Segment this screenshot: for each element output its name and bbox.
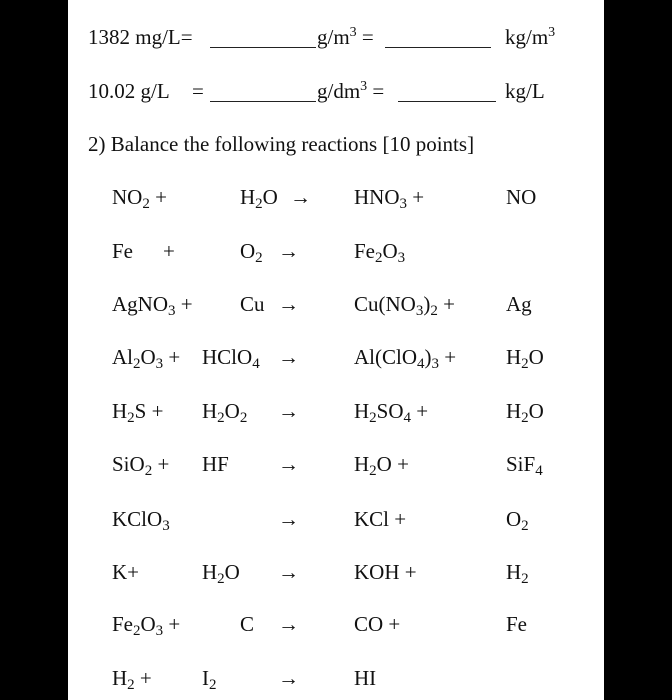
reaction-1-arrow: → (290, 185, 311, 209)
reaction-7-product-2: $O_2$ (506, 507, 529, 534)
reaction-8-reactant-1: K+ (112, 560, 140, 584)
reaction-5-product-2: $H_2O$ (506, 399, 544, 426)
conversion-2-equals: = (192, 79, 204, 103)
reaction-5-reactant-1: $H_2S$ + (112, 399, 164, 426)
reaction-4-arrow: → (278, 345, 299, 369)
conversion-2-value: 10.02 g/L (88, 79, 170, 103)
reaction-9-product-2: Fe (506, 612, 527, 636)
reaction-1-reactant-2: $H_2O$ (240, 185, 278, 212)
worksheet-page (68, 0, 604, 700)
reaction-8-reactant-2: $H_2O$ (202, 560, 240, 587)
reaction-4-product-1: $Al(ClO_4)_3$ + (354, 345, 457, 372)
reaction-5-product-1: $H_2SO_4$ + (354, 399, 429, 426)
reaction-4-reactant-2: HClO$_4$ (202, 345, 260, 372)
reaction-9-arrow: → (278, 612, 299, 636)
reaction-7-product-1: KCl + (354, 507, 407, 531)
conversion-1-value: 1382 mg/L= (88, 25, 193, 49)
reaction-2-reactant-2: $O_2$ (240, 239, 263, 266)
reaction-10-reactant-2: $I_2$ (202, 666, 217, 693)
reaction-10-reactant-1: $H_2$ + (112, 666, 152, 693)
conversion-2-blank-2[interactable] (398, 101, 496, 102)
reaction-6-arrow: → (278, 452, 299, 476)
reaction-10-arrow: → (278, 666, 299, 690)
reaction-7-arrow: → (278, 507, 299, 531)
reaction-9-product-1: CO + (354, 612, 401, 636)
reaction-4-product-2: $H_2O$ (506, 345, 544, 372)
conversion-1-unit-2: $kg/m^3$ (505, 25, 556, 49)
conversion-2-unit-1: $g/dm^3$ = (317, 79, 385, 103)
conversion-1-blank-1[interactable] (210, 47, 316, 48)
conversion-1-unit-1: $g/m^3$ = (317, 25, 374, 49)
reaction-3-reactant-1: AgNO$_3$ + (112, 292, 193, 319)
reaction-5-reactant-2: $H_2O_2$ (202, 399, 248, 426)
reaction-9-reactant-2: C (240, 612, 255, 636)
reaction-8-product-2: $H_2$ (506, 560, 529, 587)
reaction-1-product-1: $HNO_3$ + (354, 185, 425, 212)
reaction-9-reactant-1: $Fe_2O_3$ + (112, 612, 181, 639)
reaction-7-reactant-1: KClO$_3$ (112, 507, 170, 534)
reaction-6-product-1: $H_2O$ + (354, 452, 409, 479)
reaction-10-product-1: HI (354, 666, 377, 690)
reaction-3-product-2: Ag (506, 292, 532, 316)
reaction-3-reactant-2: Cu (240, 292, 265, 316)
reaction-2-plus: + (163, 239, 175, 263)
reaction-1-product-2: NO (506, 185, 537, 209)
reaction-6-reactant-1: SiO$_2$ + (112, 452, 170, 479)
reaction-2-arrow: → (278, 239, 299, 263)
reaction-2-product-1: $Fe_2O_3$ (354, 239, 406, 266)
reaction-3-product-1: $Cu(NO_3)_2$ + (354, 292, 455, 319)
reaction-6-product-2: SiF$_4$ (506, 452, 543, 479)
reaction-3-arrow: → (278, 292, 299, 316)
reaction-4-reactant-1: $Al_2O_3$ + (112, 345, 181, 372)
reaction-5-arrow: → (278, 399, 299, 423)
conversion-2-blank-1[interactable] (210, 101, 316, 102)
reaction-6-reactant-2: HF (202, 452, 229, 476)
conversion-1-blank-2[interactable] (385, 47, 491, 48)
section-title: 2) Balance the following reactions [10 points] (88, 132, 475, 156)
reaction-1-reactant-1: $NO_2$ + (112, 185, 167, 212)
conversion-2-unit-2: kg/L (505, 79, 545, 103)
reaction-8-product-1: KOH + (354, 560, 417, 584)
reaction-8-arrow: → (278, 560, 299, 584)
reaction-2-reactant-1: Fe (112, 239, 133, 263)
